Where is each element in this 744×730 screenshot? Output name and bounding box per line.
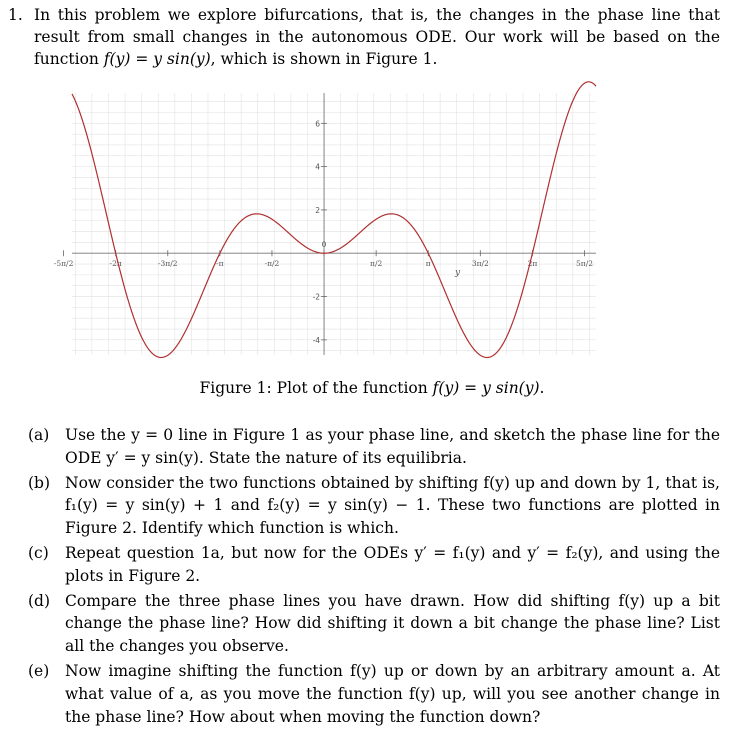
x-tick-label: -2π	[109, 259, 122, 269]
subquestion-label: (c)	[28, 543, 49, 562]
intro-text-a: In this problem we explore bifurcations, that is, the changes in the phase line that result from small changes in the autonomous ODE. Our work will be based on the function	[34, 6, 720, 68]
figure-1-plot	[53, 93, 596, 355]
subquestion-list	[28, 424, 720, 730]
subquestion-label: (e)	[28, 661, 50, 680]
x-tick-label: π	[425, 259, 431, 269]
y-tick-label: 2	[315, 205, 321, 215]
x-tick-label: 3π/2	[471, 259, 489, 269]
x-tick-label: 5π/2	[576, 259, 594, 269]
y-tick-label: 4	[315, 162, 321, 172]
x-tick-label: -5π/2	[53, 259, 74, 269]
x-tick-label: π/2	[370, 259, 383, 269]
problem-number: 1.	[8, 6, 23, 24]
plot-grid	[72, 93, 596, 355]
problem-statement	[8, 4, 720, 70]
subquestion-c	[28, 542, 720, 588]
y-tick-labels	[313, 119, 321, 345]
plot-axes	[72, 93, 596, 355]
figure-caption	[0, 377, 744, 399]
subquestion-text: Now imagine shifting the function f(y) up or down by an arbitrary amount a. At what value of a, as you move the function f(y) up, will you see another change in the phase line? How about when moving the function down?	[65, 661, 720, 726]
x-tick-label: -π	[216, 259, 224, 269]
y-axis-label: y	[455, 268, 461, 279]
subquestion-text: Compare the three phase lines you have drawn. How did shifting f(y) up a bit change the phase line? How did shifting it down a bit change the phase line? List all the changes you observe.	[65, 591, 720, 656]
subquestion-label: (a)	[28, 426, 50, 444]
x-tick-label: -3π/2	[158, 259, 178, 269]
caption-math: f(y) = y sin(y)	[432, 379, 540, 397]
subquestion-e	[28, 660, 720, 728]
caption-suffix: .	[539, 379, 545, 397]
x-tick-label: 0	[321, 240, 327, 250]
subquestion-d	[28, 590, 720, 658]
subquestion-a	[28, 424, 720, 470]
x-tick-label: -π/2	[264, 259, 280, 269]
problem-intro	[34, 4, 720, 70]
caption-prefix: Figure 1: Plot of the function	[199, 379, 433, 397]
x-tick-label: 2π	[527, 259, 538, 269]
y-tick-label: -2	[312, 292, 321, 302]
y-tick-label: -4	[312, 335, 321, 345]
subquestion-label: (b)	[28, 473, 51, 492]
subquestion-b	[28, 472, 720, 540]
plot-svg	[53, 93, 596, 355]
intro-text-b: , which is shown in Figure 1.	[210, 50, 438, 68]
subquestion-text: Repeat question 1a, but now for the ODEs y′ = f₁(y) and y′ = f₂(y), and using the plots in Figure 2.	[65, 543, 720, 585]
subquestion-label: (d)	[28, 591, 51, 610]
subquestion-text: Use the y = 0 line in Figure 1 as your phase line, and sketch the phase line for the ODE y′ = y sin(y). State the nature of its equilibria.	[65, 426, 720, 467]
intro-function: f(y) = y sin(y)	[103, 50, 211, 68]
y-tick-label: 6	[315, 119, 321, 129]
subquestion-text: Now consider the two functions obtained by shifting f(y) up and down by 1, that is, f₁(y) = y sin(y) + 1 and f₂(y) = y sin(y) − 1. These two functions are plotted in Figure 2. Identify which function is which.	[65, 473, 720, 538]
